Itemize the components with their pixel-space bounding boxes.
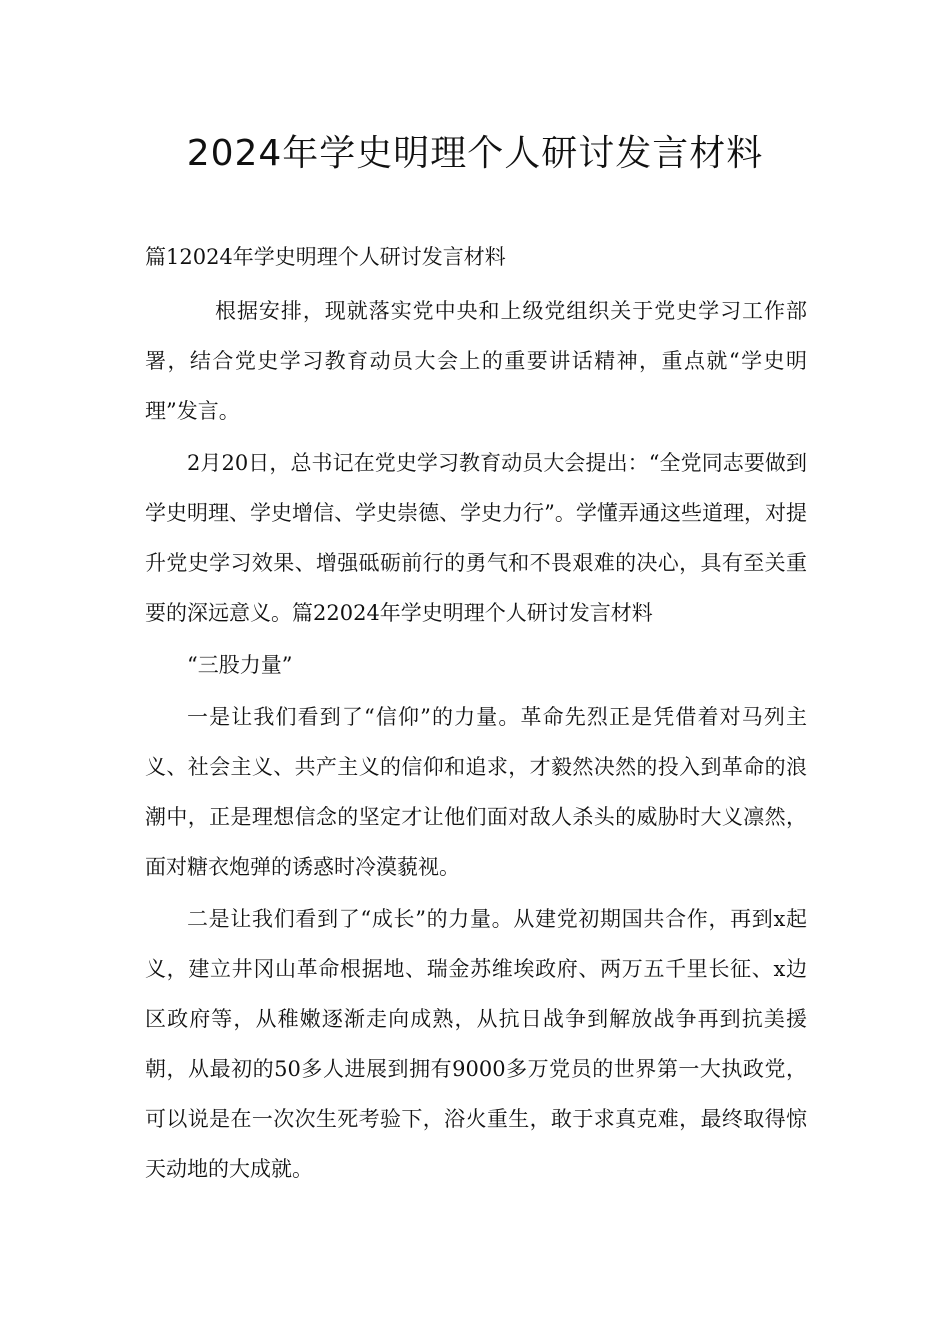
document-title: 2024年学史明理个人研讨发言材料 xyxy=(186,133,764,174)
paragraph-faith: 一是让我们看到了“信仰”的力量。革命先烈正是凭借着对马列主义、社会主义、共产主义的信仰和追求，才毅然决然的投入到革命的浪潮中，正是理想信念的坚定才让他们面对敌人杀头的威胁时大义凛然，面对糖衣炮弹的诱惑时冷漠藐视。 xyxy=(145,705,807,879)
paragraph-three-forces: “三股力量” xyxy=(187,653,293,677)
section-heading: 篇12024年学史明理个人研讨发言材料 xyxy=(145,245,506,269)
document-body xyxy=(145,232,807,1194)
paragraph-speech: 2月20日，总书记在党史学习教育动员大会提出：“全党同志要做到学史明理、学史增信、学史崇德、学史力行”。学懂弄通这些道理，对提升党史学习效果、增强砥砺前行的勇气和不畏艰难的决心，具有至关重要的深远意义。篇22024年学史明理个人研讨发言材料 xyxy=(145,451,807,625)
paragraph-growth: 二是让我们看到了“成长”的力量。从建党初期国共合作，再到x起义，建立井冈山革命根据地、瑞金苏维埃政府、两万五千里长征、x边区政府等，从稚嫩逐渐走向成熟，从抗日战争到解放战争再到抗美援朝，从最初的50多人进展到拥有9000多万党员的世界第一大执政党，可以说是在一次次生死考验下，浴火重生，敢于求真克难，最终取得惊天动地的大成就。 xyxy=(145,907,807,1181)
paragraph-arrangement: 根据安排，现就落实党中央和上级党组织关于党史学习工作部署，结合党史学习教育动员大会上的重要讲话精神，重点就“学史明理”发言。 xyxy=(145,299,807,423)
